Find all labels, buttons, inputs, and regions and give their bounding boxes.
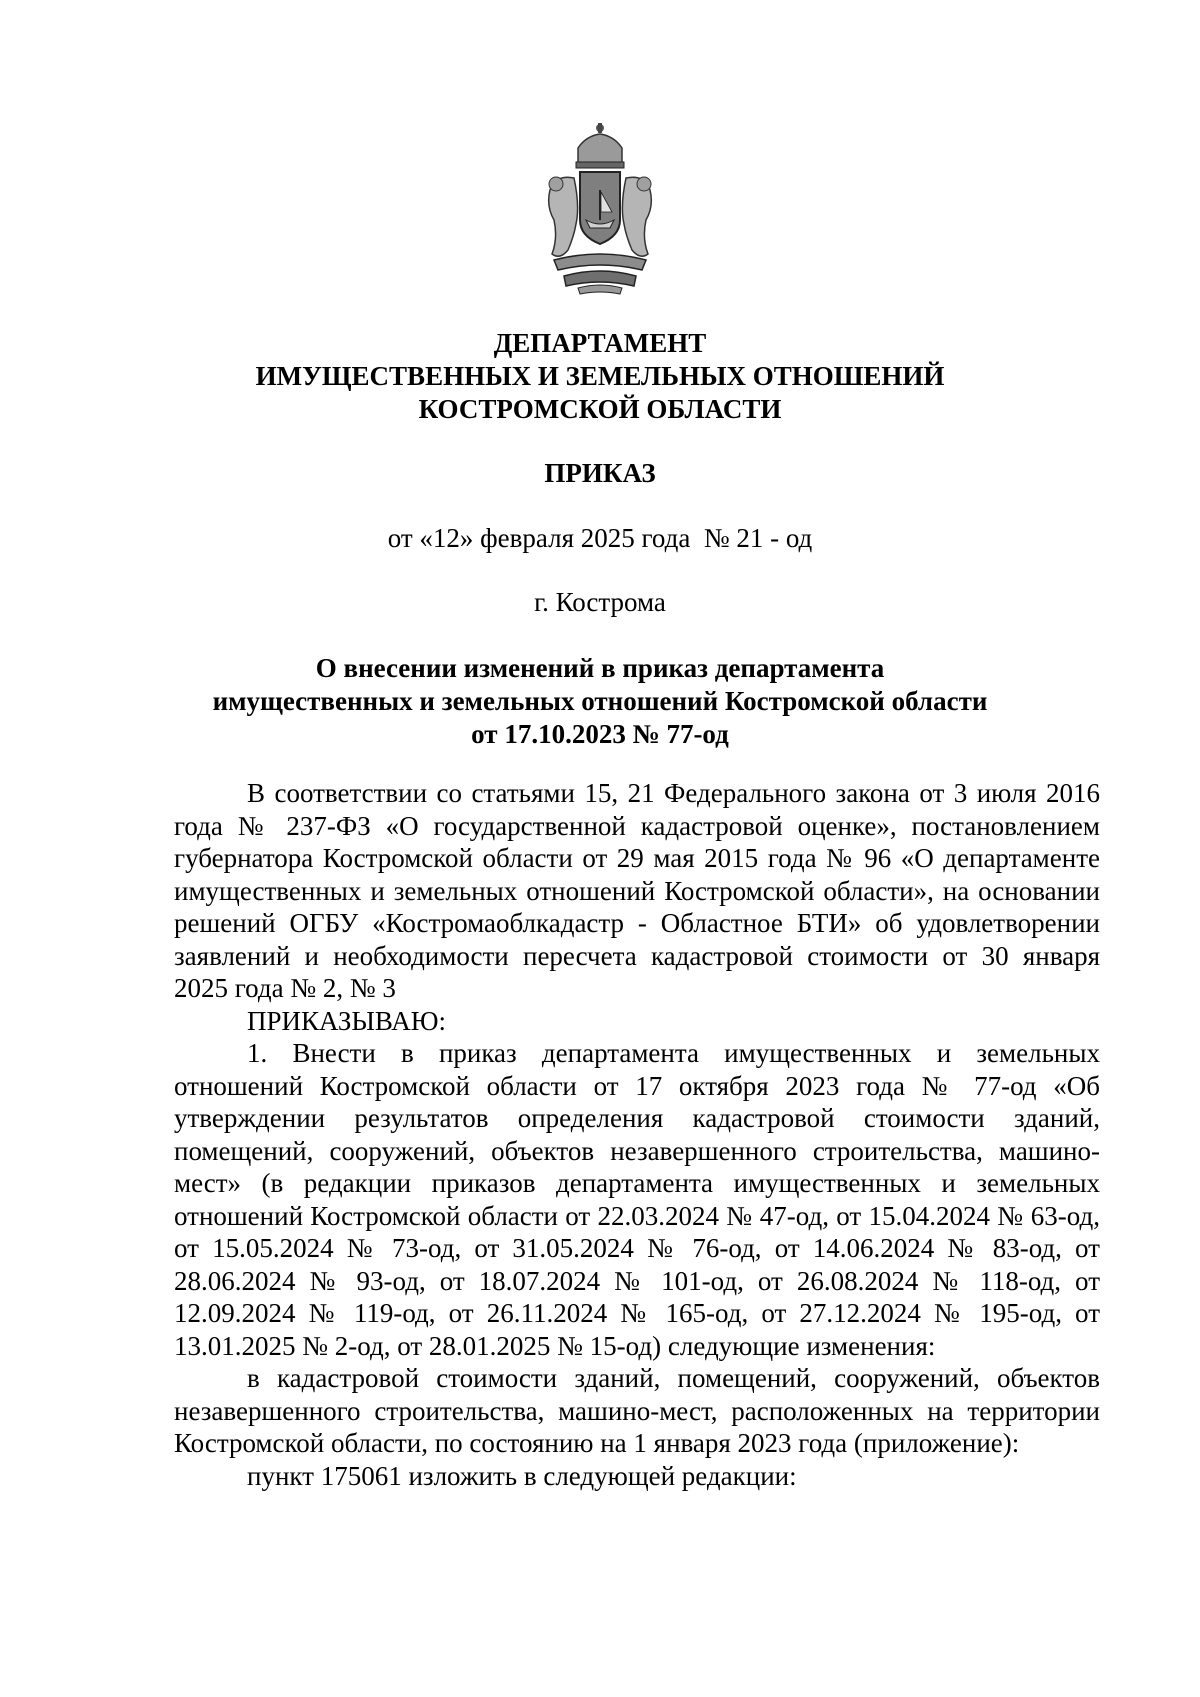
- order-body: [174, 777, 1100, 1492]
- order-title: ПРИКАЗ: [544, 458, 656, 488]
- order-subject: [150, 652, 1050, 751]
- department-line-1: ДЕПАРТАМЕНТ: [493, 328, 707, 358]
- department-line-2: ИМУЩЕСТВЕННЫХ И ЗЕМЕЛЬНЫХ ОТНОШЕНИЙ: [255, 361, 945, 391]
- preamble-paragraph: В соответствии со статьями 15, 21 Федерального закона от 3 июля 2016 года № 237-ФЗ «О государственной кадастровой оценке», постановлением губернатора Костромской области от 29 мая 2015 года № 96 «О департаменте имущественных и земельных отношений Костромской области», на основании решений ОГБУ «Костромаоблкадастр - Областное БТИ» об удовлетворении заявлений и необходимости пересчета кадастровой стоимости от 30 января 2025 года № 2, № 3: [174, 778, 1100, 1003]
- order-city: г. Кострома: [534, 587, 666, 617]
- subject-line-3: от 17.10.2023 № 77-од: [471, 719, 729, 749]
- department-line-3: КОСТРОМСКОЙ ОБЛАСТИ: [418, 394, 782, 424]
- subject-line-1: О внесении изменений в приказ департамента: [315, 653, 885, 683]
- order-date-number: от «12» февраля 2025 года № 21 - од: [387, 523, 813, 553]
- subject-line-2: имущественных и земельных отношений Костромской области: [212, 686, 988, 716]
- department-heading: [150, 327, 1050, 426]
- kostroma-coat-of-arms-icon: [534, 120, 666, 296]
- item-1-point-paragraph: пункт 175061 изложить в следующей редакции:: [247, 1460, 797, 1491]
- item-1-paragraph: 1. Внести в приказ департамента имущественных и земельных отношений Костромской области от 17 октября 2023 года № 77-од «Об утверждении результатов определения кадастровой стоимости зданий, помещений, сооружений, объектов незавершенного строительства, машино-мест» (в редакции приказов департамента имущественных и земельных отношений Костромской области от 22.03.2024 № 47-од, от 15.04.2024 № 63-од, от 15.05.2024 № 73-од, от 31.05.2024 № 76-од, от 14.06.2024 № 83-од, от 28.06.2024 № 93-од, от 18.07.2024 № 101-од, от 26.08.2024 № 118-од, от 12.09.2024 № 119-од, от 26.11.2024 № 165-од, от 27.12.2024 № 195-од, от 13.01.2025 № 2-од, от 28.01.2025 № 15-од) следующие изменения:: [174, 1038, 1100, 1361]
- order-word: ПРИКАЗЫВАЮ:: [247, 1005, 446, 1036]
- item-1-sub-paragraph: в кадастровой стоимости зданий, помещений, сооружений, объектов незавершенного строительства, машино-мест, расположенных на территории Костромской области, по состоянию на 1 января 2023 года (приложение):: [174, 1363, 1100, 1458]
